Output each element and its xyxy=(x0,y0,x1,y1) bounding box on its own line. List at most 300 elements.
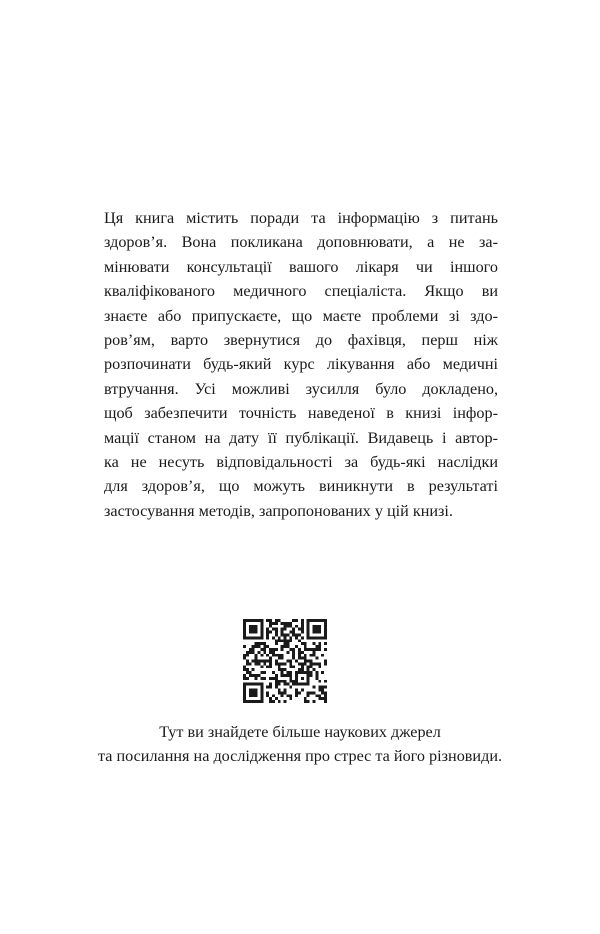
qr-module xyxy=(301,622,304,625)
qr-module xyxy=(249,694,252,697)
qr-module xyxy=(243,645,246,648)
qr-module xyxy=(257,660,260,663)
qr-module xyxy=(301,665,304,668)
qr-module xyxy=(324,619,327,622)
qr-module xyxy=(257,642,260,645)
qr-module xyxy=(281,671,284,674)
qr-module xyxy=(278,665,281,668)
qr-module xyxy=(315,662,318,665)
qr-module xyxy=(321,689,324,692)
qr-module xyxy=(295,677,298,680)
disclaimer-line: здоров’я. Вона покликана доповнювати, а не за- xyxy=(104,233,498,252)
qr-module xyxy=(246,671,249,674)
qr-module xyxy=(324,700,327,703)
qr-module xyxy=(304,662,307,665)
qr-module xyxy=(324,631,327,634)
qr-module xyxy=(304,648,307,651)
qr-module xyxy=(318,694,321,697)
qr-module xyxy=(295,625,298,628)
qr-module xyxy=(298,683,301,686)
qr-module xyxy=(269,622,272,625)
qr-caption xyxy=(0,720,600,769)
qr-module xyxy=(281,694,284,697)
qr-module xyxy=(304,657,307,660)
qr-module xyxy=(263,642,266,645)
qr-module xyxy=(243,691,246,694)
disclaimer-line: Ця книга містить поради та інформацію з питань xyxy=(104,209,498,227)
qr-module xyxy=(281,691,284,694)
qr-module xyxy=(284,639,287,642)
qr-module xyxy=(304,697,307,700)
qr-module xyxy=(289,636,292,639)
qr-module xyxy=(295,694,298,697)
qr-module xyxy=(298,628,301,631)
qr-module xyxy=(278,636,281,639)
qr-module xyxy=(295,633,298,636)
qr-module xyxy=(289,680,292,683)
qr-module xyxy=(307,622,310,625)
qr-module xyxy=(307,633,310,636)
disclaimer-line: застосування методів, запропонованих у цій книзі. xyxy=(104,501,453,520)
qr-module xyxy=(289,639,292,642)
qr-module xyxy=(315,631,318,634)
qr-module xyxy=(252,625,255,628)
qr-module xyxy=(295,636,298,639)
qr-module xyxy=(307,625,310,628)
qr-module xyxy=(249,691,252,694)
qr-module xyxy=(266,633,269,636)
qr-module xyxy=(310,665,313,668)
qr-module xyxy=(243,697,246,700)
qr-module xyxy=(307,680,310,683)
qr-module xyxy=(284,700,287,703)
qr-module xyxy=(295,689,298,692)
qr-module xyxy=(275,622,278,625)
qr-module xyxy=(272,700,275,703)
qr-module xyxy=(313,654,316,657)
disclaimer-line: розпочинати будь-який курс лікування або медичні xyxy=(104,355,498,374)
qr-module xyxy=(249,636,252,639)
qr-module xyxy=(243,668,246,671)
qr-module xyxy=(281,631,284,634)
qr-module xyxy=(260,660,263,663)
qr-module xyxy=(272,671,275,674)
qr-module xyxy=(275,633,278,636)
qr-module xyxy=(310,674,313,677)
qr-module xyxy=(292,648,295,651)
qr-module xyxy=(310,654,313,657)
qr-module xyxy=(263,660,266,663)
qr-module xyxy=(284,689,287,692)
qr-module xyxy=(263,651,266,654)
qr-module xyxy=(278,639,281,642)
qr-module xyxy=(257,619,260,622)
qr-module xyxy=(315,677,318,680)
qr-module xyxy=(313,648,316,651)
qr-module xyxy=(321,636,324,639)
qr-module xyxy=(286,660,289,663)
qr-module xyxy=(257,683,260,686)
disclaimer-line: кваліфікованого медичного спеціаліста. Якщо ви xyxy=(104,282,498,301)
qr-module xyxy=(313,628,316,631)
qr-module xyxy=(318,619,321,622)
qr-module xyxy=(255,625,258,628)
qr-module xyxy=(324,628,327,631)
qr-module xyxy=(255,660,258,663)
qr-module xyxy=(263,645,266,648)
qr-module xyxy=(269,697,272,700)
qr-module xyxy=(272,651,275,654)
qr-module xyxy=(243,689,246,692)
qr-module xyxy=(249,689,252,692)
qr-module xyxy=(260,697,263,700)
qr-module xyxy=(286,645,289,648)
qr-module xyxy=(260,654,263,657)
qr-module xyxy=(286,622,289,625)
disclaimer-line: щоб забезпечити точність наведеної в книзі інфор- xyxy=(104,404,498,423)
qr-module xyxy=(275,660,278,663)
qr-module xyxy=(284,622,287,625)
qr-module xyxy=(252,645,255,648)
qr-module xyxy=(292,631,295,634)
qr-module xyxy=(315,694,318,697)
qr-code-icon[interactable] xyxy=(243,619,327,703)
qr-module xyxy=(281,680,284,683)
qr-module xyxy=(249,648,252,651)
qr-module xyxy=(249,662,252,665)
qr-module xyxy=(284,625,287,628)
qr-module xyxy=(255,657,258,660)
qr-module xyxy=(243,631,246,634)
qr-module xyxy=(301,668,304,671)
qr-module xyxy=(313,625,316,628)
qr-module xyxy=(266,686,269,689)
qr-module xyxy=(260,683,263,686)
qr-module xyxy=(315,657,318,660)
qr-module xyxy=(310,648,313,651)
qr-module xyxy=(255,645,258,648)
qr-module xyxy=(260,691,263,694)
qr-module xyxy=(324,625,327,628)
qr-module xyxy=(318,662,321,665)
qr-module xyxy=(289,625,292,628)
qr-module xyxy=(313,662,316,665)
qr-module xyxy=(307,683,310,686)
qr-module xyxy=(249,628,252,631)
qr-module xyxy=(313,619,316,622)
qr-module xyxy=(246,651,249,654)
qr-module xyxy=(269,677,272,680)
qr-module xyxy=(313,642,316,645)
qr-module xyxy=(275,648,278,651)
qr-module xyxy=(307,668,310,671)
qr-module xyxy=(289,660,292,663)
qr-module xyxy=(260,677,263,680)
qr-module xyxy=(284,683,287,686)
qr-module xyxy=(255,691,258,694)
qr-module xyxy=(243,674,246,677)
qr-module xyxy=(295,671,298,674)
qr-module xyxy=(255,689,258,692)
qr-module xyxy=(269,660,272,663)
qr-module xyxy=(243,619,246,622)
qr-module xyxy=(275,642,278,645)
qr-module xyxy=(243,628,246,631)
qr-module xyxy=(272,694,275,697)
disclaimer-text xyxy=(104,206,498,523)
qr-module xyxy=(307,648,310,651)
qr-module xyxy=(269,619,272,622)
qr-module xyxy=(315,648,318,651)
qr-module xyxy=(266,619,269,622)
qr-module xyxy=(260,633,263,636)
qr-module xyxy=(304,671,307,674)
qr-module xyxy=(263,662,266,665)
qr-module xyxy=(298,654,301,657)
qr-module xyxy=(275,683,278,686)
qr-module xyxy=(246,636,249,639)
qr-module xyxy=(307,694,310,697)
qr-module xyxy=(292,654,295,657)
qr-module xyxy=(252,636,255,639)
qr-module xyxy=(255,631,258,634)
qr-module xyxy=(284,680,287,683)
qr-module xyxy=(289,674,292,677)
qr-module xyxy=(252,674,255,677)
qr-module xyxy=(249,651,252,654)
qr-module xyxy=(243,625,246,628)
qr-module xyxy=(310,619,313,622)
qr-module xyxy=(260,628,263,631)
qr-module xyxy=(255,674,258,677)
qr-module xyxy=(243,665,246,668)
qr-module xyxy=(324,680,327,683)
qr-module xyxy=(252,689,255,692)
qr-module xyxy=(284,628,287,631)
qr-module xyxy=(289,677,292,680)
qr-module xyxy=(243,677,246,680)
qr-module xyxy=(286,683,289,686)
qr-module xyxy=(286,625,289,628)
qr-module xyxy=(266,691,269,694)
qr-module xyxy=(260,625,263,628)
qr-module xyxy=(275,619,278,622)
qr-module xyxy=(243,694,246,697)
qr-module xyxy=(257,700,260,703)
qr-module xyxy=(255,628,258,631)
qr-module xyxy=(304,642,307,645)
qr-module xyxy=(260,619,263,622)
qr-module xyxy=(255,619,258,622)
qr-module xyxy=(301,657,304,660)
qr-module xyxy=(255,683,258,686)
qr-module xyxy=(246,654,249,657)
qr-module xyxy=(243,636,246,639)
qr-module xyxy=(324,691,327,694)
qr-module xyxy=(301,631,304,634)
qr-module xyxy=(249,619,252,622)
qr-module xyxy=(289,622,292,625)
qr-module xyxy=(286,642,289,645)
qr-module xyxy=(301,642,304,645)
qr-module xyxy=(301,662,304,665)
qr-module xyxy=(318,636,321,639)
qr-module xyxy=(321,697,324,700)
qr-module xyxy=(272,648,275,651)
qr-module xyxy=(286,694,289,697)
qr-module xyxy=(295,645,298,648)
qr-module xyxy=(284,668,287,671)
qr-module xyxy=(318,625,321,628)
qr-module xyxy=(278,680,281,683)
qr-module xyxy=(318,697,321,700)
qr-module xyxy=(315,619,318,622)
qr-module xyxy=(252,648,255,651)
qr-module xyxy=(286,639,289,642)
qr-module xyxy=(266,694,269,697)
qr-module xyxy=(249,625,252,628)
qr-module xyxy=(278,619,281,622)
qr-module xyxy=(281,657,284,660)
qr-module xyxy=(252,631,255,634)
qr-module xyxy=(307,677,310,680)
qr-module xyxy=(263,677,266,680)
qr-module xyxy=(318,645,321,648)
qr-module xyxy=(272,628,275,631)
qr-module xyxy=(284,645,287,648)
qr-module xyxy=(324,633,327,636)
qr-module xyxy=(243,683,246,686)
qr-module xyxy=(260,665,263,668)
qr-module xyxy=(252,668,255,671)
qr-module xyxy=(275,677,278,680)
qr-module xyxy=(269,683,272,686)
qr-module xyxy=(289,648,292,651)
caption-line: та посилання на дослідження про стрес та його різновиди. xyxy=(97,747,503,766)
qr-module xyxy=(275,628,278,631)
qr-module xyxy=(272,636,275,639)
qr-module xyxy=(292,657,295,660)
qr-module xyxy=(295,660,298,663)
qr-module xyxy=(310,662,313,665)
qr-module xyxy=(278,654,281,657)
qr-module xyxy=(243,700,246,703)
qr-module xyxy=(292,651,295,654)
qr-module xyxy=(310,691,313,694)
disclaimer-line: знаєте або припускаєте, що маєте проблеми зі здо- xyxy=(104,306,498,325)
disclaimer-line: ка не несуть відповідальності за будь-які наслідки xyxy=(104,453,498,472)
qr-module xyxy=(313,686,316,689)
qr-module xyxy=(269,662,272,665)
qr-module xyxy=(304,645,307,648)
qr-module xyxy=(304,654,307,657)
qr-module xyxy=(275,662,278,665)
qr-module xyxy=(269,651,272,654)
qr-module xyxy=(263,648,266,651)
qr-module xyxy=(318,642,321,645)
qr-module xyxy=(307,665,310,668)
qr-module xyxy=(298,691,301,694)
qr-module xyxy=(266,665,269,668)
qr-module xyxy=(307,628,310,631)
qr-module xyxy=(324,636,327,639)
qr-module xyxy=(266,636,269,639)
qr-module xyxy=(246,677,249,680)
qr-module xyxy=(286,633,289,636)
qr-module xyxy=(269,631,272,634)
qr-module xyxy=(324,662,327,665)
qr-module xyxy=(289,686,292,689)
qr-module xyxy=(246,660,249,663)
qr-module xyxy=(295,683,298,686)
qr-module xyxy=(307,674,310,677)
qr-module xyxy=(269,625,272,628)
qr-module xyxy=(257,651,260,654)
qr-module xyxy=(284,691,287,694)
qr-module xyxy=(275,686,278,689)
qr-module xyxy=(313,631,316,634)
disclaimer-line: мінювати консультації вашого лікаря чи іншого xyxy=(104,257,498,276)
qr-module xyxy=(292,665,295,668)
qr-module xyxy=(315,625,318,628)
qr-module xyxy=(304,700,307,703)
qr-module xyxy=(307,700,310,703)
qr-module xyxy=(307,631,310,634)
qr-module xyxy=(289,671,292,674)
qr-module xyxy=(255,694,258,697)
qr-module xyxy=(318,631,321,634)
qr-module xyxy=(298,671,301,674)
qr-module xyxy=(307,636,310,639)
qr-module xyxy=(289,662,292,665)
qr-module xyxy=(243,622,246,625)
qr-module xyxy=(284,674,287,677)
qr-module xyxy=(260,694,263,697)
qr-module xyxy=(310,671,313,674)
qr-module xyxy=(318,628,321,631)
qr-module xyxy=(278,662,281,665)
qr-module xyxy=(275,680,278,683)
qr-module xyxy=(272,622,275,625)
qr-module xyxy=(246,619,249,622)
qr-module xyxy=(295,619,298,622)
qr-module xyxy=(260,648,263,651)
qr-module xyxy=(301,677,304,680)
qr-module xyxy=(321,691,324,694)
qr-module xyxy=(289,631,292,634)
qr-module xyxy=(313,636,316,639)
qr-module xyxy=(255,636,258,639)
qr-module xyxy=(304,660,307,663)
qr-module xyxy=(252,694,255,697)
qr-module xyxy=(304,683,307,686)
qr-module xyxy=(257,674,260,677)
qr-module xyxy=(255,642,258,645)
qr-module xyxy=(246,668,249,671)
qr-module xyxy=(260,622,263,625)
qr-module xyxy=(289,697,292,700)
qr-module xyxy=(249,631,252,634)
qr-module xyxy=(281,668,284,671)
qr-module xyxy=(275,674,278,677)
qr-module xyxy=(266,645,269,648)
qr-module xyxy=(324,686,327,689)
qr-module xyxy=(269,686,272,689)
qr-module xyxy=(246,700,249,703)
qr-module xyxy=(284,662,287,665)
qr-module xyxy=(252,628,255,631)
qr-module xyxy=(301,625,304,628)
